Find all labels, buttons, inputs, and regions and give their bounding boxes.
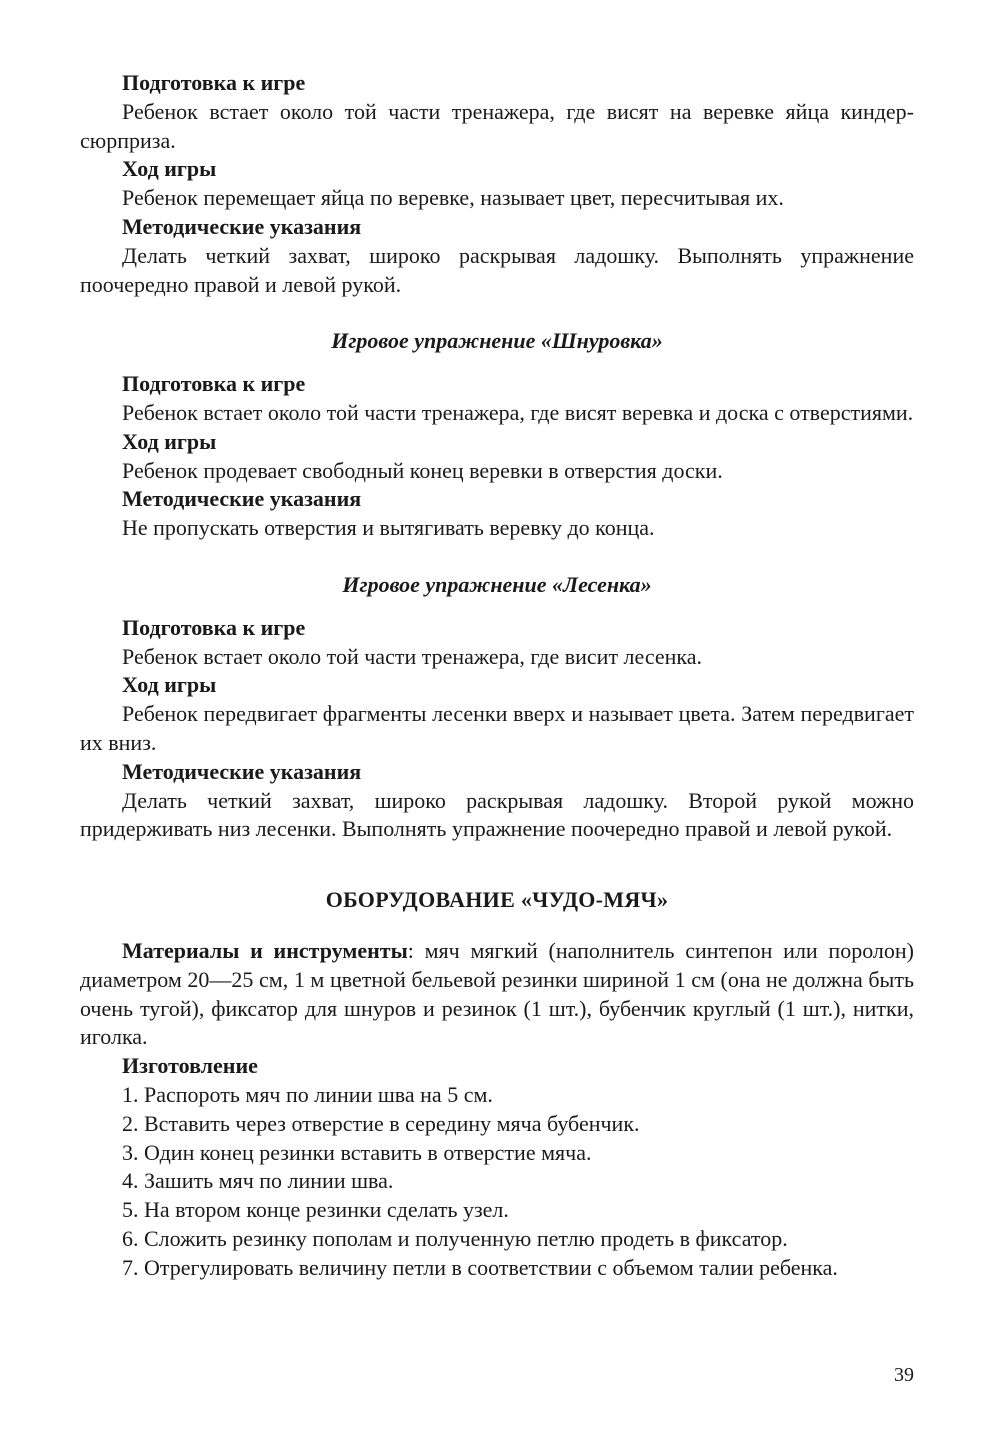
prep-heading: Подготовка к игре <box>122 70 306 95</box>
materials-text: : мяч мягкий (наполнитель синтепон или поролон) диаметром 20—25 см, 1 м цветной бельевой резинки шириной 1 см (она не должна быть очень тугой), фиксатор для шнуров и резинок (1 шт.), бубенчик круглый (1 шт.), нитки, иголка. <box>80 937 914 1050</box>
game-text: Ребенок продевает свободный конец веревки в отверстия доски. <box>122 457 723 483</box>
step-item: 5. На втором конце резинки сделать узел. <box>122 1197 509 1223</box>
materials-label: Материалы и инструменты <box>122 937 408 963</box>
exercise-title-ladder: Игровое упражнение «Лесенка» <box>342 571 652 597</box>
method-heading: Методические указания <box>122 758 362 784</box>
prep-text: Ребенок встает около той части тренажера, где висит лесенка. <box>122 643 703 669</box>
step-item: 3. Один конец резинки вставить в отверстие мяча. <box>122 1139 592 1165</box>
step-item: 1. Распороть мяч по линии шва на 5 см. <box>122 1081 493 1107</box>
making-heading: Изготовление <box>122 1053 258 1079</box>
exercise-title-lacing: Игровое упражнение «Шнуровка» <box>331 328 663 354</box>
prep-text: Ребенок встает около той части тренажера, где висят веревка и доска с отверстиями. <box>122 399 914 425</box>
method-text: Не пропускать отверстия и вытягивать веревку до конца. <box>122 515 655 541</box>
prep-heading: Подготовка к игре <box>122 614 306 640</box>
method-text: Делать четкий захват, широко раскрывая ладошку. Второй рукой можно придерживать низ лесенки. Выполнять упражнение поочередно правой и левой рукой. <box>80 787 914 842</box>
step-item: 2. Вставить через отверстие в середину мяча бубенчик. <box>122 1110 640 1136</box>
prep-text: Ребенок встает около той части тренажера, где висят на веревке яйца киндер-сюрприза. <box>80 98 914 153</box>
page-content <box>80 69 914 1282</box>
materials-paragraph <box>80 937 914 1052</box>
equipment-title: ОБОРУДОВАНИЕ «ЧУДО-МЯЧ» <box>325 887 669 913</box>
step-item: 7. Отрегулировать величину петли в соответствии с объемом талии ребенка. <box>122 1254 838 1280</box>
prep-heading: Подготовка к игре <box>122 371 306 397</box>
game-heading: Ход игры <box>122 156 217 182</box>
page-number: 39 <box>894 1364 914 1386</box>
step-item: 4. Зашить мяч по линии шва. <box>122 1168 394 1194</box>
step-item: 6. Сложить резинку пополам и полученную петлю продеть в фиксатор. <box>122 1225 788 1251</box>
method-heading: Методические указания <box>122 213 362 239</box>
game-heading: Ход игры <box>122 428 217 454</box>
game-text: Ребенок передвигает фрагменты лесенки вверх и называет цвета. Затем передвигает их вниз. <box>80 701 914 755</box>
method-text: Делать четкий захват, широко раскрывая ладошку. Выполнять упражнение поочередно правой и левой рукой. <box>80 242 914 297</box>
method-heading: Методические указания <box>122 486 362 512</box>
game-heading: Ход игры <box>122 672 217 698</box>
game-text: Ребенок перемещает яйца по веревке, называет цвет, пересчитывая их. <box>122 185 784 211</box>
